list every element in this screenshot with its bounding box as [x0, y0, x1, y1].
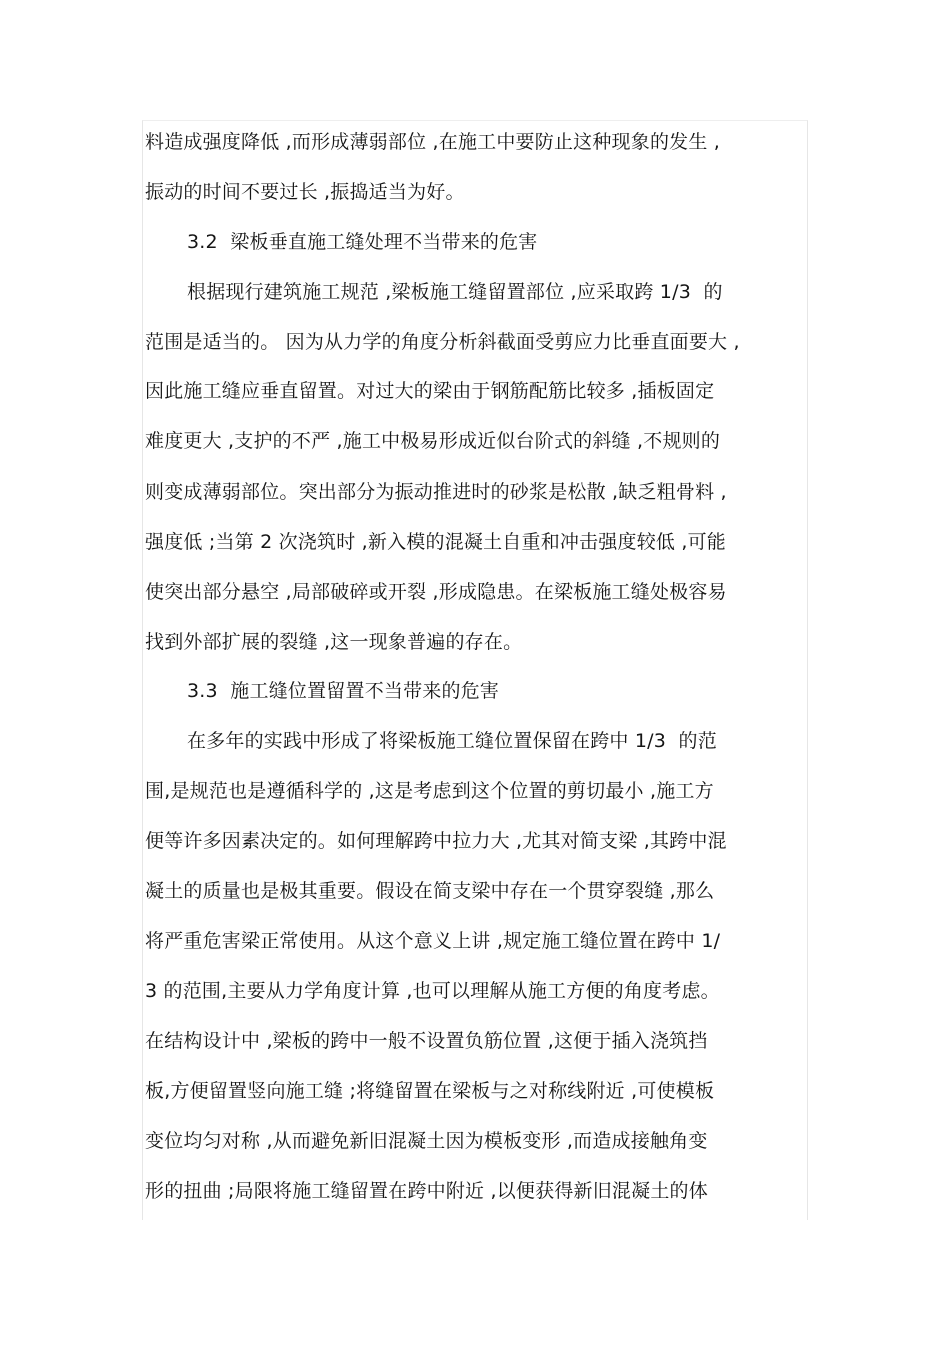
text-line: 在多年的实践中形成了将梁板施工缝位置保留在跨中 1/3 的范: [187, 730, 717, 752]
text-line: 强度低 ;当第 2 次浇筑时 ,新入模的混凝土自重和冲击强度较低 ,可能: [145, 531, 726, 553]
text-line: 根据现行建筑施工规范 ,梁板施工缝留置部位 ,应采取跨 1/3 的: [187, 281, 723, 303]
text-line: 范围是适当的。 因为从力学的角度分析斜截面受剪应力比垂直面要大 ,: [145, 331, 740, 353]
text-line: 因此施工缝应垂直留置。对过大的梁由于钢筋配筋比较多 ,插板固定: [145, 380, 715, 402]
text-line: 形的扭曲 ;局限将施工缝留置在跨中附近 ,以便获得新旧混凝土的体: [145, 1180, 708, 1202]
text-line: 便等许多因素决定的。如何理解跨中拉力大 ,尤其对简支梁 ,其跨中混: [145, 830, 727, 852]
text-line: 3 的范围,主要从力学角度计算 ,也可以理解从施工方便的角度考虑。: [145, 980, 720, 1002]
text-line: 将严重危害梁正常使用。从这个意义上讲 ,规定施工缝位置在跨中 1/: [145, 930, 721, 952]
text-line: 凝土的质量也是极其重要。假设在简支梁中存在一个贯穿裂缝 ,那么: [145, 880, 715, 902]
text-line: 则变成薄弱部位。突出部分为振动推进时的砂浆是松散 ,缺乏粗骨料 ,: [145, 481, 727, 503]
text-line: 难度更大 ,支护的不严 ,施工中极易形成近似台阶式的斜缝 ,不规则的: [145, 430, 721, 452]
text-line: 板,方便留置竖向施工缝 ;将缝留置在梁板与之对称线附近 ,可使模板: [145, 1080, 715, 1102]
section-heading-3-2: 3.2 梁板垂直施工缝处理不当带来的危害: [187, 231, 538, 253]
text-line: 围,是规范也是遵循科学的 ,这是考虑到这个位置的剪切最小 ,施工方: [145, 780, 714, 802]
section-heading-3-3: 3.3 施工缝位置留置不当带来的危害: [187, 680, 500, 702]
text-line: 在结构设计中 ,梁板的跨中一般不设置负筋位置 ,这便于插入浇筑挡: [145, 1030, 708, 1052]
text-line: 振动的时间不要过长 ,振捣适当为好。: [145, 181, 465, 203]
text-line: 料造成强度降低 ,而形成薄弱部位 ,在施工中要防止这种现象的发生 ,: [145, 131, 721, 153]
text-line: 找到外部扩展的裂缝 ,这一现象普遍的存在。: [145, 631, 523, 653]
text-line: 使突出部分悬空 ,局部破碎或开裂 ,形成隐患。在梁板施工缝处极容易: [145, 581, 727, 603]
text-line: 变位均匀对称 ,从而避免新旧混凝土因为模板变形 ,而造成接触角变: [145, 1130, 708, 1152]
